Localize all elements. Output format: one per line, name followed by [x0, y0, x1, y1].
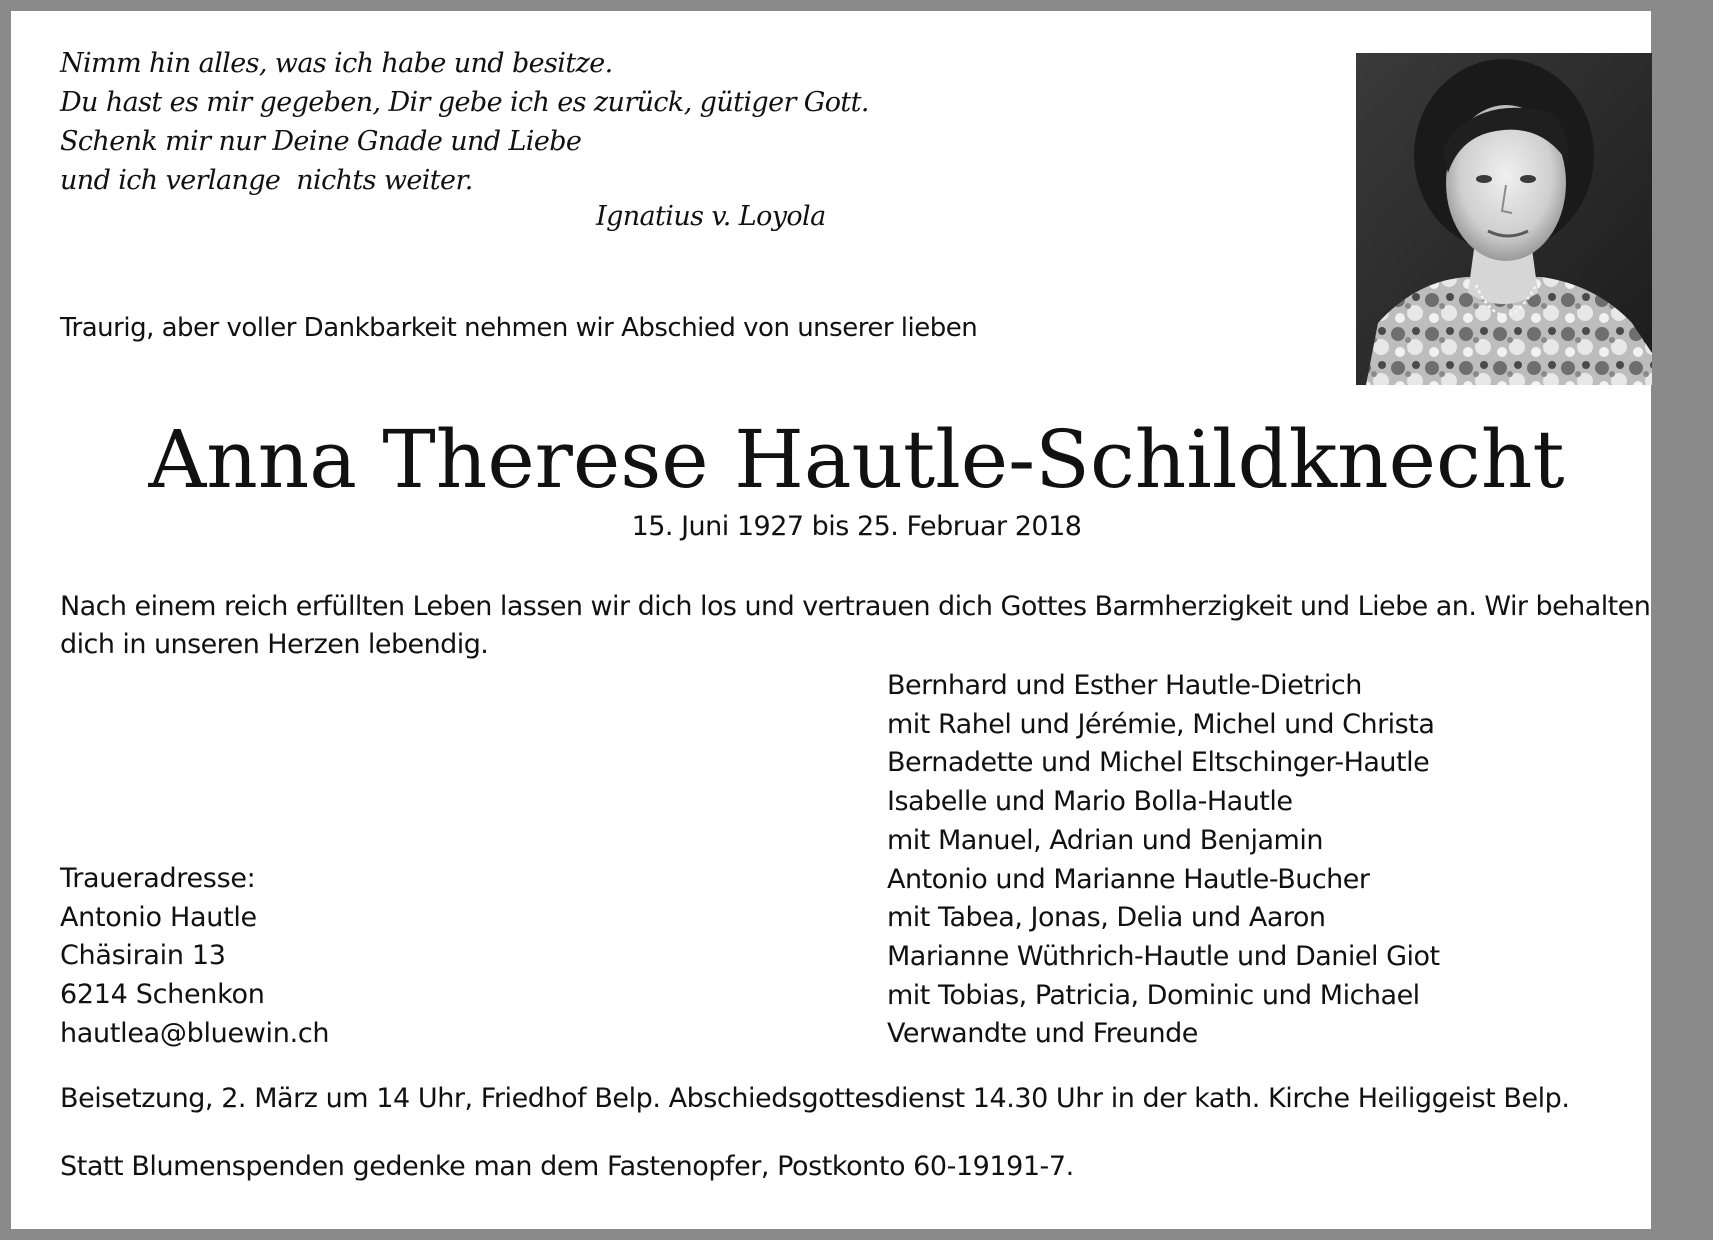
poem-line: Schenk mir nur Deine Gnade und Liebe — [60, 126, 582, 157]
poem-line: und ich verlange nichts weiter. — [60, 165, 473, 196]
donation-info: Statt Blumenspenden gedenke man dem Fastenopfer, Postkonto 60-19191-7. — [60, 1151, 1074, 1182]
family-line: Marianne Wüthrich-Hautle und Daniel Giot — [887, 940, 1440, 972]
family-line: mit Tobias, Patricia, Dominic und Michael — [887, 979, 1420, 1011]
deceased-name: Anna Therese Hautle-Schildknecht — [148, 413, 1565, 506]
life-dates: 15. Juni 1927 bis 25. Februar 2018 — [631, 511, 1082, 542]
family-line: mit Manuel, Adrian und Benjamin — [887, 824, 1323, 856]
family-line: Bernhard und Esther Hautle-Dietrich — [887, 670, 1362, 701]
mourning-address — [60, 860, 329, 1054]
family-line: Antonio und Marianne Hautle-Bucher — [887, 863, 1370, 895]
family-line: Bernadette und Michel Eltschinger-Hautle — [887, 747, 1430, 779]
address-name: Antonio Hautle — [60, 901, 257, 933]
portrait-photo — [1356, 53, 1652, 385]
family-list — [887, 667, 1440, 1054]
family-line: Verwandte und Freunde — [887, 1018, 1198, 1050]
intro-text: Traurig, aber voller Dankbarkeit nehmen wir Abschied von unserer lieben — [60, 313, 978, 343]
address-street: Chäsirain 13 — [60, 940, 226, 972]
portrait-image — [1356, 53, 1652, 385]
address-city: 6214 Schenkon — [60, 979, 265, 1011]
address-email: hautlea@bluewin.ch — [60, 1017, 330, 1049]
family-line: mit Rahel und Jérémie, Michel und Christa — [887, 708, 1435, 740]
family-line: mit Tabea, Jonas, Delia und Aaron — [887, 902, 1326, 934]
poem — [60, 44, 869, 200]
poem-author: Ignatius v. Loyola — [596, 201, 826, 232]
poem-line: Du hast es mir gegeben, Dir gebe ich es zurück, gütiger Gott. — [60, 87, 869, 118]
poem-line: Nimm hin alles, was ich habe und besitze. — [60, 48, 613, 79]
family-line: Isabelle und Mario Bolla-Hautle — [887, 786, 1293, 818]
address-label: Traueradresse: — [60, 863, 256, 894]
burial-info: Beisetzung, 2. März um 14 Uhr, Friedhof Belp. Abschiedsgottesdienst 14.30 Uhr in der kath. Kirche Heiliggeist Belp. — [60, 1083, 1570, 1114]
farewell-text: Nach einem reich erfüllten Leben lassen wir dich los und vertrauen dich Gottes Barmherzigkeit und Liebe an. Wir behalten dich in unseren Herzen lebendig. — [60, 591, 1651, 660]
